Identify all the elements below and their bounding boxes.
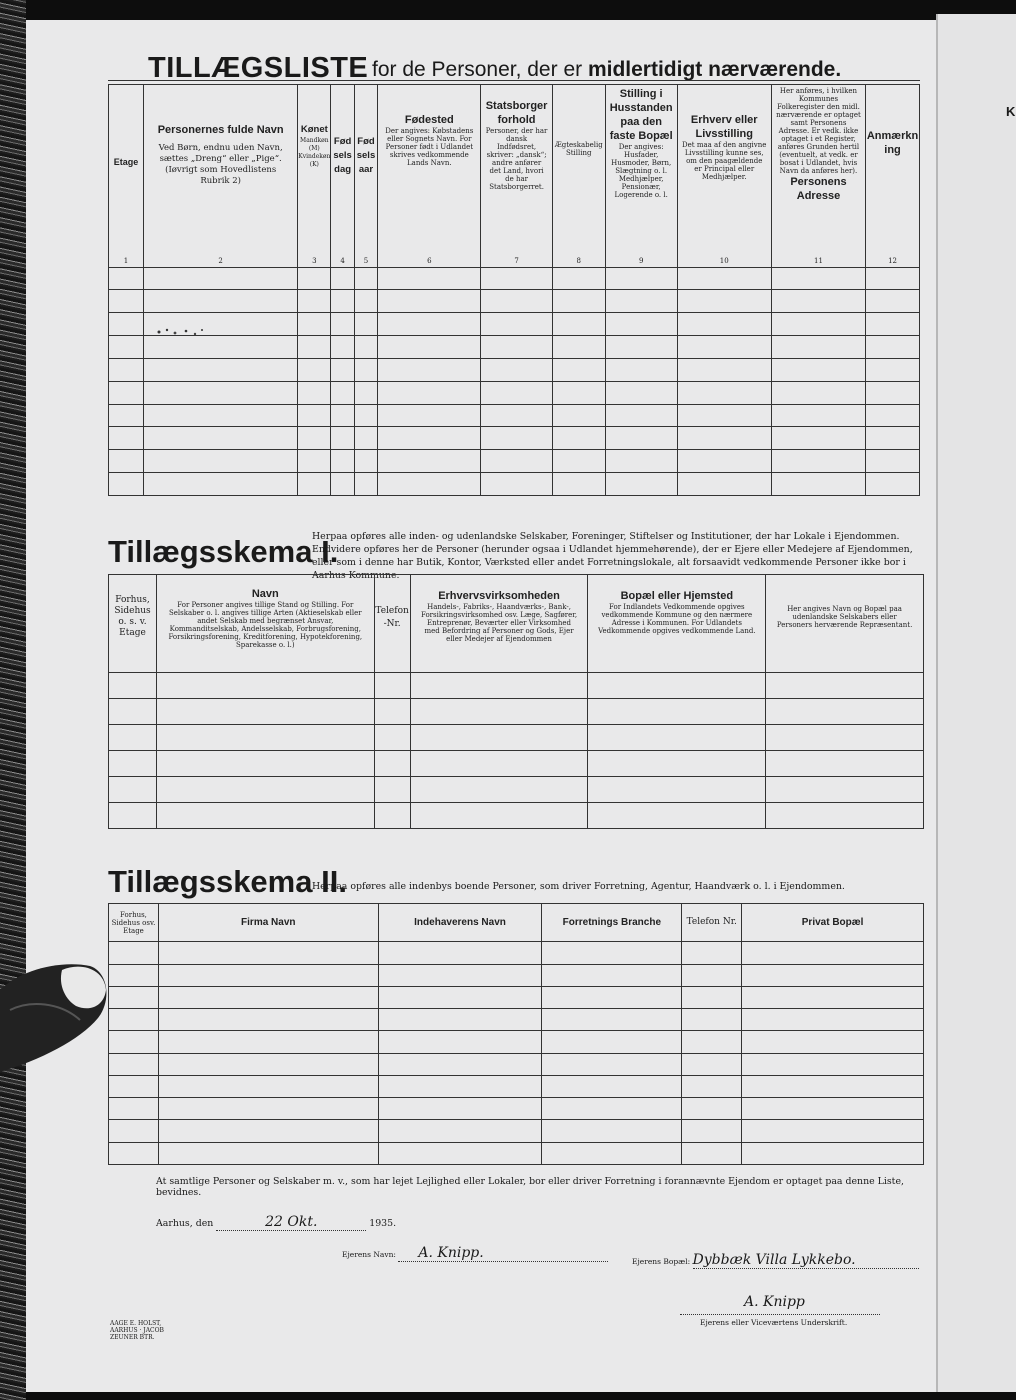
s2-col-firm: Firma Navn: [158, 904, 378, 942]
table-row: [109, 450, 920, 473]
table-row: [109, 725, 924, 751]
s2-col-phone: Telefon Nr.: [682, 904, 742, 942]
title-rule: [108, 80, 920, 81]
col-marital: Ægteskabelig Stilling 8: [552, 85, 605, 268]
schema2-instructions: Herpaa opføres alle indenbys boende Personer, som driver Forretning, Agentur, Haandværk o. l. i Ejendommen.: [312, 881, 845, 892]
col-occupation: Erhverv eller Livsstilling Det maa af den angivne Livsstilling kunne ses, om den paagældende er Principal eller Medhjælper. 10: [677, 85, 771, 268]
table-row: [109, 751, 924, 777]
schema1-instructions: Herpaa opføres alle inden- og udenlandske Selskaber, Foreninger, Stiftelser og Institutioner, der har Lokale i Ejendommen. Endvidere opføres her de Personer (herunder ogsaa i Udlandet hjemmehørende), der er Ejere eller Medejere af Ejendommen, eller som i denne har Butik, Kontor, Værksted eller andet Forretningslokale, alt forsaavidt vedkommende Personer ikke bor i Aarhus Kommune.: [312, 531, 913, 581]
main-list-title: TILLÆGSLISTE: [148, 52, 369, 84]
schema2-title: Tillægsskema II.: [108, 864, 347, 899]
table-row: [109, 803, 924, 829]
table-row: [109, 290, 920, 313]
printer-mark: AAGE E. HOLST, AARHUS · JACOB ZEUNER BTR.: [110, 1320, 164, 1341]
date-line: Aarhus, den 22 Okt. 1935.: [156, 1214, 397, 1230]
table-row: [109, 1075, 924, 1097]
table-row: [109, 381, 920, 404]
table-row: [109, 336, 920, 359]
s1-col-representative: Her angives Navn og Bopæl paa udenlandske Selskabers eller Personers herværende Repræsentant.: [766, 575, 924, 673]
book-binding: [0, 0, 26, 1400]
s1-col-name: Navn For Personer angives tillige Stand og Stilling. For Selskaber o. l. angives tillige Arten (Aktieselskab eller andet Selskab med begrænset Ansvar, Kommanditselskab, Andelsselskab, Forbrugsforening, Forsikringsforening, Kreditforening, Hypotekforening, Sparekasse o. l.): [156, 575, 374, 673]
table-row: [109, 777, 924, 803]
table-row: [109, 427, 920, 450]
owner-name-handwritten: A. Knipp.: [418, 1245, 484, 1261]
table-row: [109, 313, 920, 336]
schema1-table: [108, 574, 924, 829]
col-etage: Etage 1: [109, 85, 144, 268]
table-row: [109, 1142, 924, 1164]
col-household: Stilling i Husstanden paa den faste Bopæl Der angives: Husfader, Husmoder, Børn, Slægtning o. l. Medhjælper, Pensionær, Logerende o. l. 9: [605, 85, 677, 268]
schema1-header-row: [109, 575, 924, 673]
owner-name-line: Ejerens Navn: A. Knipp.: [342, 1245, 608, 1262]
signature-label: Ejerens eller Viceværtens Underskrift.: [700, 1318, 848, 1327]
ink-smudge: [155, 324, 205, 338]
table-row: [109, 673, 924, 699]
adjacent-page-letter: K: [1006, 104, 1016, 119]
col-birthplace: Fødested Der angives: Købstadens eller Sognets Navn. For Personer født i Udlandet skrives vedkommende Lands Navn. 6: [378, 85, 481, 268]
col-citizenship: Statsborgerforhold Personer, der har dansk Indfødsret, skriver: „dansk“; andre anfører det Land, hvori de har Statsborgerret. 7: [481, 85, 552, 268]
table-row: [109, 699, 924, 725]
col-gender: Kønet Mandkøn (M) Kvindekøn (K) 3: [298, 85, 331, 268]
table-row: [109, 404, 920, 427]
signature-handwritten: A. Knipp: [744, 1294, 805, 1310]
owner-address-handwritten: Dybbæk Villa Lykkebo.: [692, 1252, 856, 1268]
schema1-title: Tillægsskema I.: [108, 534, 339, 569]
table-row: [109, 964, 924, 986]
col-name: Personernes fulde Navn Ved Børn, endnu uden Navn, sættes „Dreng“ eller „Pige“. (Iøvrigt som Hovedlistens Rubrik 2) 2: [144, 85, 298, 268]
table-row: [109, 1098, 924, 1120]
s1-col-etage: Forhus, Sidehus o. s. v. Etage: [109, 575, 157, 673]
col-birthday: Fødselsdag 4: [331, 85, 354, 268]
main-list-subtitle: for de Personer, der er midlertidigt nærværende.: [372, 58, 842, 81]
owner-address-line: Ejerens Bopæl: Dybbæk Villa Lykkebo.: [632, 1252, 919, 1269]
table-row: [109, 267, 920, 290]
table-row: [109, 1031, 924, 1053]
s2-col-private-address: Privat Bopæl: [742, 904, 924, 942]
col-birthyear: Fødselsaar 5: [354, 85, 377, 268]
table-row: [109, 942, 924, 964]
glove-thumb: [0, 960, 110, 1080]
s1-col-residence: Bopæl eller Hjemsted For Indlandets Vedkommende opgives vedkommende Kommune og den nærmere Adresse i Kommunen. For Udlandets Vedkommende opgives vedkommende Land.: [588, 575, 766, 673]
main-list-header-row: [109, 85, 920, 268]
schema2-header-row: [109, 904, 924, 942]
table-row: [109, 1053, 924, 1075]
col-remarks: Anmærkning 12: [866, 85, 920, 268]
schema2-table: [108, 903, 924, 1165]
s2-col-etage: Forhus, Sidehus osv. Etage: [109, 904, 159, 942]
table-row: [109, 473, 920, 496]
table-row: [109, 1009, 924, 1031]
table-row: [109, 986, 924, 1008]
col-address: Her anføres, i hvilken Kommunes Folkeregister den midl. nærværende er optaget samt Personens Adresse. Er vedk. ikke optaget i et Register, anføres Grunden hertil (eventuelt, at vedk. er bosat i Udlandet, hvis Navn da anføres her). Personens Adresse 11: [771, 85, 865, 268]
table-row: [109, 358, 920, 381]
s2-col-branch: Forretnings Branche: [542, 904, 682, 942]
signature-rule: [680, 1314, 880, 1315]
adjacent-page: [936, 14, 1016, 1392]
main-list-table: [108, 84, 920, 496]
attestation-statement: At samtlige Personer og Selskaber m. v., som har lejet Lejlighed eller Lokaler, bor eller driver Forretning i forannævnte Ejendom er optaget paa denne Liste, bevidnes.: [156, 1176, 904, 1198]
date-handwritten: 22 Okt.: [265, 1214, 318, 1230]
s2-col-owner: Indehaverens Navn: [378, 904, 542, 942]
table-row: [109, 1120, 924, 1142]
s1-col-business: Erhvervsvirksomheden Handels-, Fabriks-, Haandværks-, Bank-, Forsikringsvirksomhed osv. Læge, Sagfører, Entreprenør, Beværter eller Virksomhed med Befordring af Personer og Gods, Ejer eller Medejer af Ejendommen: [410, 575, 588, 673]
s1-col-phone: Telefon-Nr.: [374, 575, 410, 673]
